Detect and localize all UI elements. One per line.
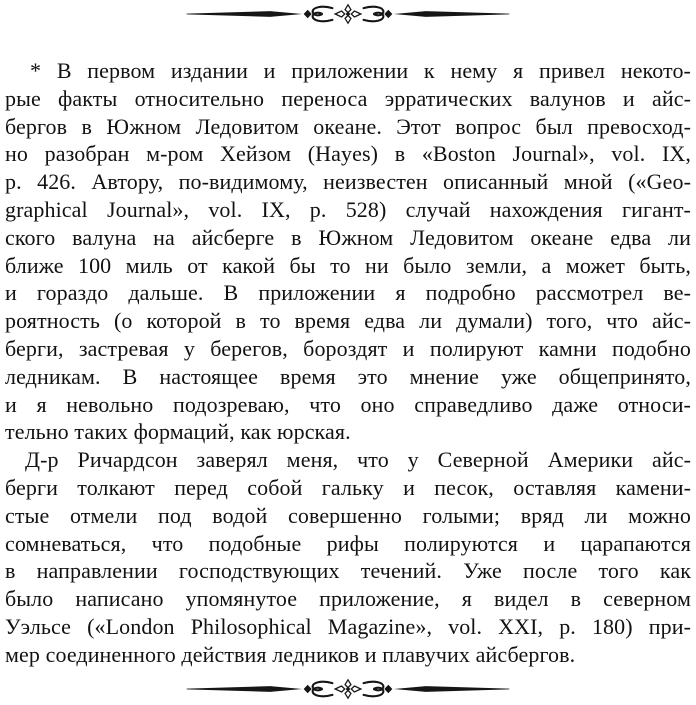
footnote-line: в направлении господствующих течений. Уже после того как: [5, 558, 691, 584]
footnote-line: мер соединенного действия ледников и плавучих айсбергов.: [5, 641, 576, 667]
bottom-divider-row: [0, 678, 696, 700]
footnote-line: тельно таких формаций, как юрская.: [5, 419, 351, 445]
footnote-line: ского валуна на айсберге в Южном Ледовитом океане едва ли: [5, 224, 691, 250]
footnote-line: рые факты относительно переноса эрратических валунов и айс-: [5, 85, 691, 111]
footnote-line: бергов в Южном Ледовитом океане. Этот вопрос был превосход-: [5, 113, 691, 139]
fleuron-divider-icon: [172, 678, 524, 700]
footnote-paragraph-2: [5, 446, 691, 668]
footnote-line: p. 426. Автору, по-видимому, неизвестен описанный мной («Geo-: [5, 169, 691, 195]
footnote-line: стые отмели под водой совершенно голыми; вряд ли можно: [5, 502, 691, 528]
footnote-line: ближе 100 миль от какой бы то ни было земли, а может быть,: [5, 252, 691, 278]
footnote-paragraph-1: [5, 57, 691, 446]
footnote-line: graphical Journal», vol. IX, p. 528) случай нахождения гигант-: [5, 196, 691, 222]
footnote-line: Д-р Ричардсон заверял меня, что у Северной Америки айс-: [25, 447, 691, 473]
footnote-line: и гораздо дальше. В приложении я подробно рассмотрел ве-: [5, 280, 691, 306]
footnote-line: берги, застревая у берегов, бороздят и полируют камни подобно: [5, 335, 691, 361]
footnote-line: берги толкают перед собой гальку и песок, оставляя камени-: [5, 474, 691, 500]
footnote-line: было написано упомянутое приложение, я видел в северном: [5, 586, 691, 612]
fleuron-divider-icon: [172, 3, 524, 25]
footnote-text: [5, 57, 691, 669]
footnote-line: и я невольно подозреваю, что оно справедливо даже относи-: [5, 391, 691, 417]
footnote-line: но разобран м-ром Хейзом (Hayes) в «Boston Journal», vol. IX,: [5, 141, 691, 167]
footnote-line: сомневаться, что подобные рифы полируются и царапаются: [5, 530, 691, 556]
footnote-line: * В первом издании и приложении к нему я привел некото-: [30, 58, 691, 83]
footnote-line: ледникам. В настоящее время это мнение уже общепринято,: [5, 363, 691, 389]
footnote-line: роятность (о которой в то время едва ли думали) того, что айс-: [5, 308, 691, 334]
top-divider-row: [0, 0, 696, 25]
footnote-line: Уэльсе («London Philosophical Magazine», vol. XXI, p. 180) при-: [5, 613, 691, 639]
